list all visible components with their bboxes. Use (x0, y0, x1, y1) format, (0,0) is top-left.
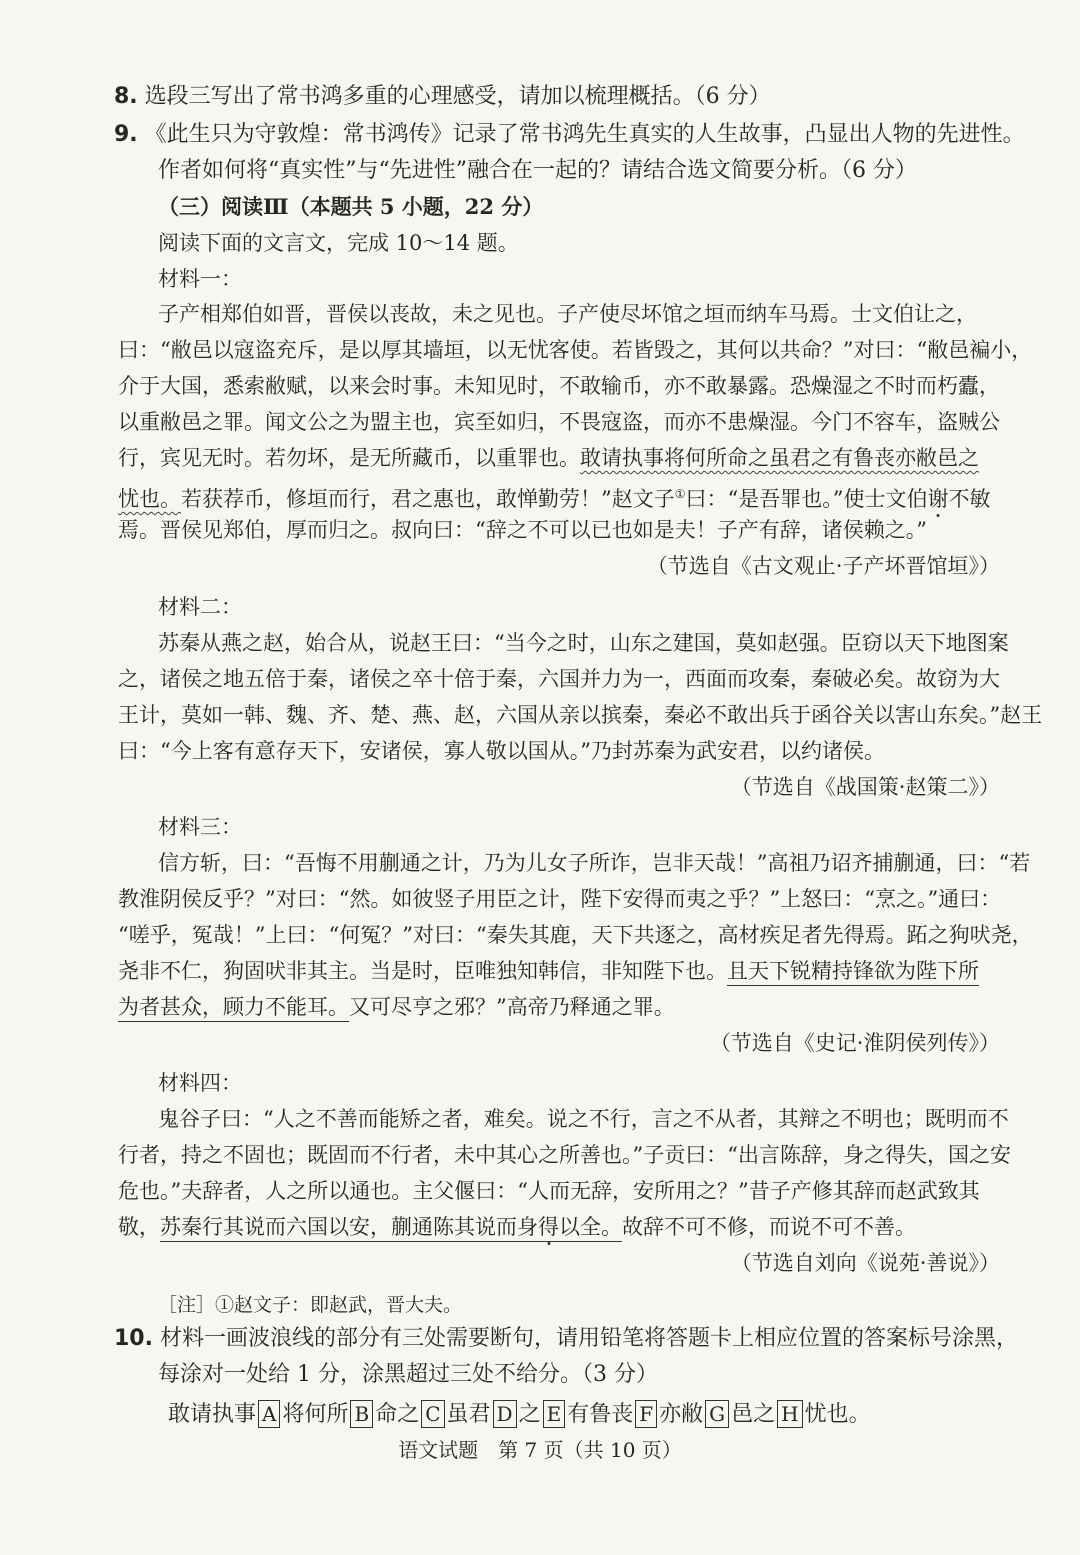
material-4-line (118, 1212, 916, 1242)
material-3-text: 又可尽亨之邪？”高帝乃释通之罪。 (349, 995, 675, 1019)
segment: 将何所 (282, 1402, 349, 1427)
material-1-line (118, 443, 979, 473)
answer-box-e[interactable]: E (543, 1400, 566, 1428)
footnote-marker: ① (674, 487, 686, 501)
segment: 敢请执事 (168, 1402, 257, 1427)
answer-box-a[interactable]: A (258, 1400, 280, 1428)
material-1-source: （节选自《古文观止·子产坏晋馆垣》） (646, 554, 1000, 578)
material-1-line: 以重敝邑之罪。闻文公之为盟主也，宾至如归，不畏寇盗，而亦不患燥湿。今门不容车，盗贼公 (118, 410, 1000, 434)
material-2-label: 材料二： (158, 595, 242, 619)
material-4-source: （节选自刘向《说苑·善说》） (730, 1251, 1000, 1275)
underlined-text: 且天下锐精持锋欲为陛下所 (727, 959, 979, 986)
material-3-line (118, 992, 675, 1022)
material-1-line: 介于大国，悉索敝赋，以来会时事。未知见时，不敢输币，亦不敢暴露。恐燥湿之不时而朽蠹， (118, 374, 1000, 398)
material-2-line: 王计，莫如一韩、魏、齐、楚、燕、赵，六国从亲以摈秦，秦必不敢出兵于函谷关以害山东矣。”赵王 (118, 703, 1043, 727)
material-4-text: 故辞不可不修，而说不可不善。 (622, 1215, 916, 1239)
emphasis-dot-char: 得 (538, 1215, 559, 1239)
segment: 命之 (375, 1402, 420, 1427)
question-8-number: 8. (114, 84, 138, 109)
answer-box-c[interactable]: C (421, 1400, 444, 1428)
material-1-line: 焉。晋侯见郑伯，厚而归之。叔向曰：“辞之不可以已也如是夫！子产有辞，诸侯赖之。” (118, 518, 927, 542)
material-3-text: 尧非不仁，狗固吠非其主。当是时，臣唯独知韩信，非知陛下也。 (118, 959, 727, 983)
material-2-source: （节选自《战国策·赵策二》） (730, 775, 1000, 799)
material-1-text: 不敏 (948, 487, 991, 511)
question-8 (114, 82, 771, 112)
material-4-line: 危也。”夫辞者，人之所以通也。主父偃曰：“人而无辞，安所用之？”昔子产修其辞而赵武致其 (118, 1179, 980, 1203)
question-10 (114, 1324, 1018, 1354)
question-9-number: 9. (114, 122, 138, 147)
underlined-text (160, 1215, 622, 1242)
footnote: ［注］①赵文子：即赵武，晋大夫。 (158, 1294, 463, 1316)
sentence-break-options (168, 1400, 871, 1430)
question-10-line1: 材料一画波浪线的部分有三处需要断句，请用铅笔将答题卡上相应位置的答案标号涂黑， (159, 1326, 1018, 1351)
answer-box-b[interactable]: B (350, 1400, 373, 1428)
answer-box-f[interactable]: F (635, 1400, 657, 1428)
segment: 忧也。 (804, 1402, 871, 1427)
question-10-line2: 每涂对一处给 1 分，涂黑超过三处不给分。（3 分） (158, 1362, 658, 1387)
material-1-text: 曰：“是吾罪也。”使士文伯 (685, 487, 928, 511)
segment: 之 (518, 1402, 541, 1427)
material-3-line: 信方斩，曰：“吾悔不用蒯通之计，乃为儿女子所诈，岂非天哉！”高祖乃诏齐捕蒯通，曰：“若 (158, 851, 1031, 875)
material-3-line (118, 956, 979, 986)
wavy-underlined-text: 忧也。 (118, 487, 181, 511)
material-3-source: （节选自《史记·淮阴侯列传》） (709, 1031, 1000, 1055)
material-1-line: 子产相郑伯如晋，晋侯以丧故，未之见也。子产使尽坏馆之垣而纳车马焉。士文伯让之， (158, 302, 977, 326)
question-9 (114, 120, 1025, 150)
underlined-part: 以全。 (559, 1215, 622, 1239)
answer-box-d[interactable]: D (493, 1400, 517, 1428)
answer-box-h[interactable]: H (777, 1400, 802, 1428)
question-9-line2: 作者如何将“真实性”与“先进性”融合在一起的？请结合选文简要分析。（6 分） (158, 158, 917, 183)
material-2-line: 苏秦从燕之赵，始合从，说赵王曰：“当今之时，山东之建国，莫如赵强。臣窃以天下地图案 (158, 631, 1009, 655)
segment: 亦敝 (659, 1402, 704, 1427)
section-title: （三）阅读Ⅲ（本题共 5 小题，22 分） (158, 194, 544, 219)
material-4-line: 鬼谷子曰：“人之不善而能矫之者，难矣。说之不行，言之不从者，其辩之不明也；既明而不 (158, 1107, 1009, 1131)
material-4-line: 行者，持之不固也；既固而不行者，未中其心之所善也。”子贡曰：“出言陈辞，身之得失，国之安 (118, 1143, 1011, 1167)
material-3-line: “嗟乎，冤哉！”上曰：“何冤？”对曰：“秦失其鹿，天下共逐之，高材疾足者先得焉。跖之狗吠尧， (118, 923, 1033, 947)
underlined-part: 苏秦行其说而六国以安，蒯通陈其说而身 (160, 1215, 538, 1239)
material-3-line: 教淮阴侯反乎？”对曰：“然。如彼竖子用臣之计，陛下安得而夷之乎？”上怒曰：“烹之。”通曰： (118, 887, 1002, 911)
material-1-text: 若获荐币，修垣而行，君之惠也，敢惮勤劳！”赵文子 (181, 487, 675, 511)
material-3-label: 材料三： (158, 815, 242, 839)
material-2-line: 曰：“今上客有意存天下，安诸侯，寡人敬以国从。”乃封苏秦为武安君，以约诸侯。 (118, 739, 885, 763)
segment: 有鲁丧 (567, 1402, 634, 1427)
material-1-text: 行，宾见无时。若勿坏，是无所藏币，以重罪也。 (118, 446, 580, 470)
material-1-line: 曰：“敝邑以寇盗充斥，是以厚其墙垣，以无忧客使。若皆毁之，其何以共命？”对曰：“敝邑褊小， (118, 338, 1033, 362)
answer-box-g[interactable]: G (705, 1400, 729, 1428)
material-4-label: 材料四： (158, 1071, 242, 1095)
page-footer: 语文试题 第 7 页（共 10 页） (398, 1438, 682, 1462)
material-1-line (118, 479, 990, 514)
segment: 虽君 (446, 1402, 491, 1427)
question-9-line1: 《此生只为守敦煌：常书鸿传》记录了常书鸿先生真实的人生故事，凸显出人物的先进性。 (144, 122, 1025, 147)
underlined-text: 为者甚众，顾力不能耳。 (118, 995, 349, 1022)
emphasis-dot-char: 谢 (927, 487, 949, 511)
question-8-text: 选段三写出了常书鸿多重的心理感受，请加以梳理概括。（6 分） (144, 84, 771, 109)
material-1-label: 材料一： (158, 267, 242, 291)
material-4-text: 敬， (118, 1215, 160, 1239)
material-2-line: 之，诸侯之地五倍于秦，诸侯之卒十倍于秦，六国并力为一，西面而攻秦，秦破必矣。故窃为大 (118, 667, 1000, 691)
segment: 邑之 (731, 1402, 776, 1427)
section-intro: 阅读下面的文言文，完成 10～14 题。 (158, 231, 519, 255)
question-10-number: 10. (114, 1326, 153, 1351)
wavy-underlined-text: 敢请执事将何所命之虽君之有鲁丧亦敝邑之 (580, 446, 979, 470)
